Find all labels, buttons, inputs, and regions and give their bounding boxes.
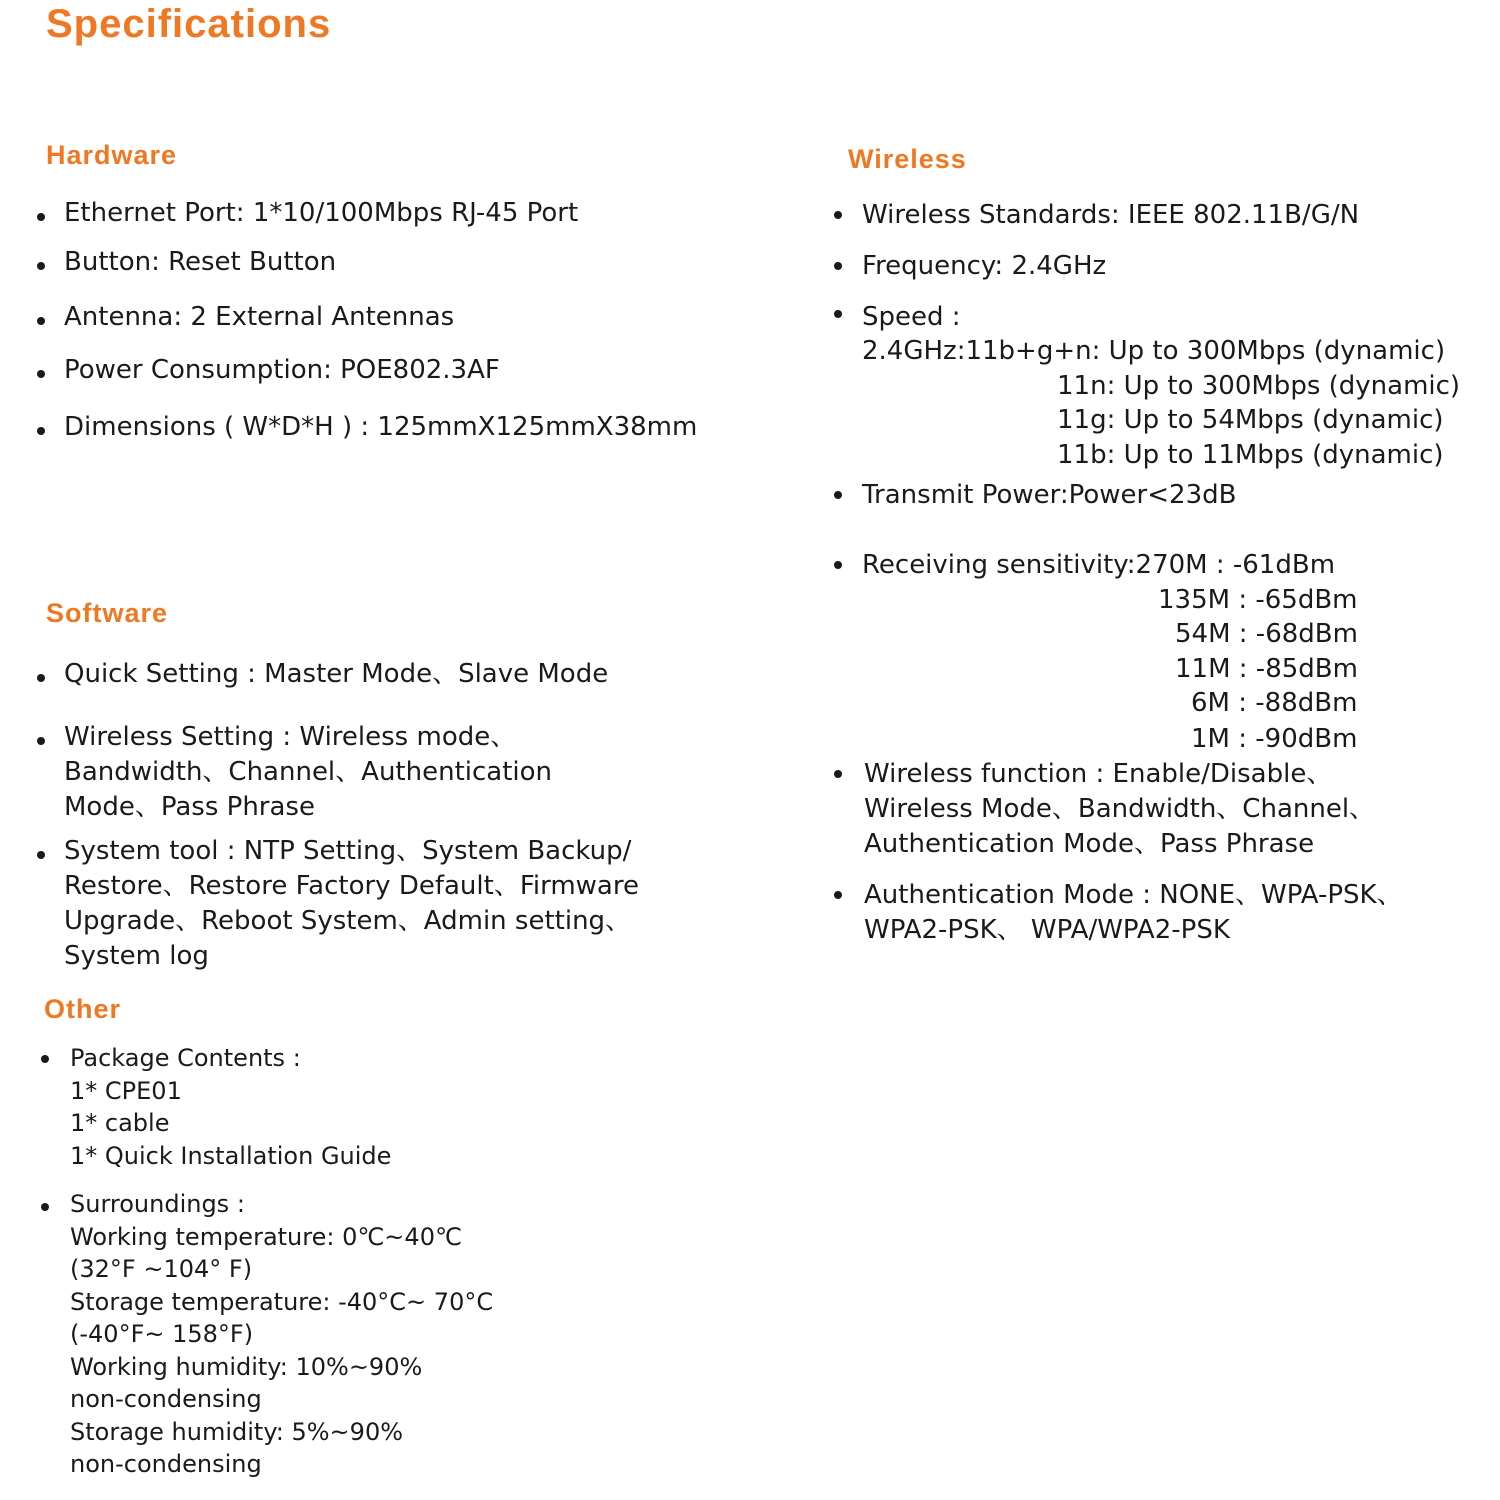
bullet-icon <box>834 262 842 270</box>
wireless-sensitivity-label: Receiving sensitivity:270M : -61dBm <box>862 550 1336 580</box>
text-line: Wireless Mode、Bandwidth、Channel、 <box>864 794 1376 824</box>
hardware-heading: Hardware <box>46 140 178 170</box>
text-line: Package Contents : <box>70 1044 301 1072</box>
wireless-speed-line: 11g: Up to 54Mbps (dynamic) <box>1057 405 1444 435</box>
wireless-speed-line: 11b: Up to 11Mbps (dynamic) <box>1057 440 1444 470</box>
text-line: Surroundings : <box>70 1190 245 1218</box>
text-line: System log <box>64 941 209 971</box>
other-surroundings <box>70 1188 493 1481</box>
text-line: 1* Quick Installation Guide <box>70 1141 392 1170</box>
wireless-authentication-mode <box>864 878 1403 948</box>
bullet-icon <box>37 851 45 859</box>
wireless-sensitivity-line: 54M : -68dBm <box>1175 619 1358 649</box>
text-line: Wireless function : Enable/Disable、 <box>864 759 1333 789</box>
bullet-icon <box>834 491 842 499</box>
text-line: Wireless Setting : Wireless mode、 <box>64 722 517 752</box>
other-package-contents <box>70 1042 391 1172</box>
bullet-icon <box>834 891 842 899</box>
hardware-antenna: Antenna: 2 External Antennas <box>64 302 455 332</box>
wireless-heading: Wireless <box>848 144 967 174</box>
bullet-icon <box>834 770 842 778</box>
wireless-standards: Wireless Standards: IEEE 802.11B/G/N <box>862 200 1360 230</box>
page-title: Specifications <box>46 2 332 46</box>
software-heading: Software <box>46 598 169 628</box>
bullet-icon <box>834 211 842 219</box>
bullet-icon <box>41 1055 49 1063</box>
text-line: (-40°F~ 158°F) <box>70 1320 254 1348</box>
wireless-speed-label: Speed : <box>862 302 961 332</box>
wireless-sensitivity-line: 6M : -88dBm <box>1191 688 1358 718</box>
bullet-icon <box>834 561 842 569</box>
hardware-ethernet-port: Ethernet Port: 1*10/100Mbps RJ-45 Port <box>64 198 579 228</box>
wireless-speed-line: 11n: Up to 300Mbps (dynamic) <box>1057 371 1461 401</box>
text-line: non-condensing <box>70 1450 262 1478</box>
wireless-function <box>864 757 1375 862</box>
text-line: Mode、Pass Phrase <box>64 792 315 822</box>
text-line: Bandwidth、Channel、Authentication <box>64 757 553 787</box>
bullet-icon <box>834 310 842 318</box>
wireless-sensitivity-line: 11M : -85dBm <box>1175 654 1358 684</box>
software-wireless-setting <box>64 720 552 825</box>
text-line: Working temperature: 0℃~40℃ <box>70 1222 462 1251</box>
text-line: non-condensing <box>70 1385 262 1413</box>
text-line: Authentication Mode : NONE、WPA-PSK、 <box>864 880 1403 910</box>
wireless-frequency: Frequency: 2.4GHz <box>862 251 1107 281</box>
text-line: 1* cable <box>70 1109 170 1137</box>
text-line: System tool : NTP Setting、System Backup/ <box>64 836 632 866</box>
bullet-icon <box>37 213 45 221</box>
text-line: WPA2-PSK、 WPA/WPA2-PSK <box>864 915 1230 945</box>
bullet-icon <box>37 370 45 378</box>
bullet-icon <box>37 262 45 270</box>
hardware-dimensions: Dimensions ( W*D*H ) : 125mmX125mmX38mm <box>64 412 698 442</box>
text-line: Storage temperature: -40°C~ 70°C <box>70 1287 494 1316</box>
text-line: Authentication Mode、Pass Phrase <box>864 829 1315 859</box>
bullet-icon <box>37 674 45 682</box>
hardware-power: Power Consumption: POE802.3AF <box>64 355 500 385</box>
bullet-icon <box>37 427 45 435</box>
wireless-transmit-power: Transmit Power:Power<23dB <box>862 480 1237 510</box>
software-quick-setting: Quick Setting : Master Mode、Slave Mode <box>64 659 609 689</box>
wireless-speed-line: 2.4GHz:11b+g+n: Up to 300Mbps (dynamic) <box>862 336 1446 366</box>
wireless-sensitivity-line: 1M : -90dBm <box>1191 724 1358 754</box>
text-line: 1* CPE01 <box>70 1076 182 1105</box>
text-line: (32°F ~104° F) <box>70 1255 253 1283</box>
text-line: Upgrade、Reboot System、Admin setting、 <box>64 906 632 936</box>
bullet-icon <box>37 737 45 745</box>
text-line: Restore、Restore Factory Default、Firmware <box>64 871 639 901</box>
bullet-icon <box>37 317 45 325</box>
hardware-button: Button: Reset Button <box>64 247 337 277</box>
text-line: Storage humidity: 5%~90% <box>70 1417 404 1446</box>
other-heading: Other <box>44 994 122 1024</box>
software-system-tool <box>64 834 639 974</box>
bullet-icon <box>41 1203 49 1211</box>
text-line: Working humidity: 10%~90% <box>70 1352 423 1381</box>
wireless-sensitivity-line: 135M : -65dBm <box>1158 585 1358 615</box>
